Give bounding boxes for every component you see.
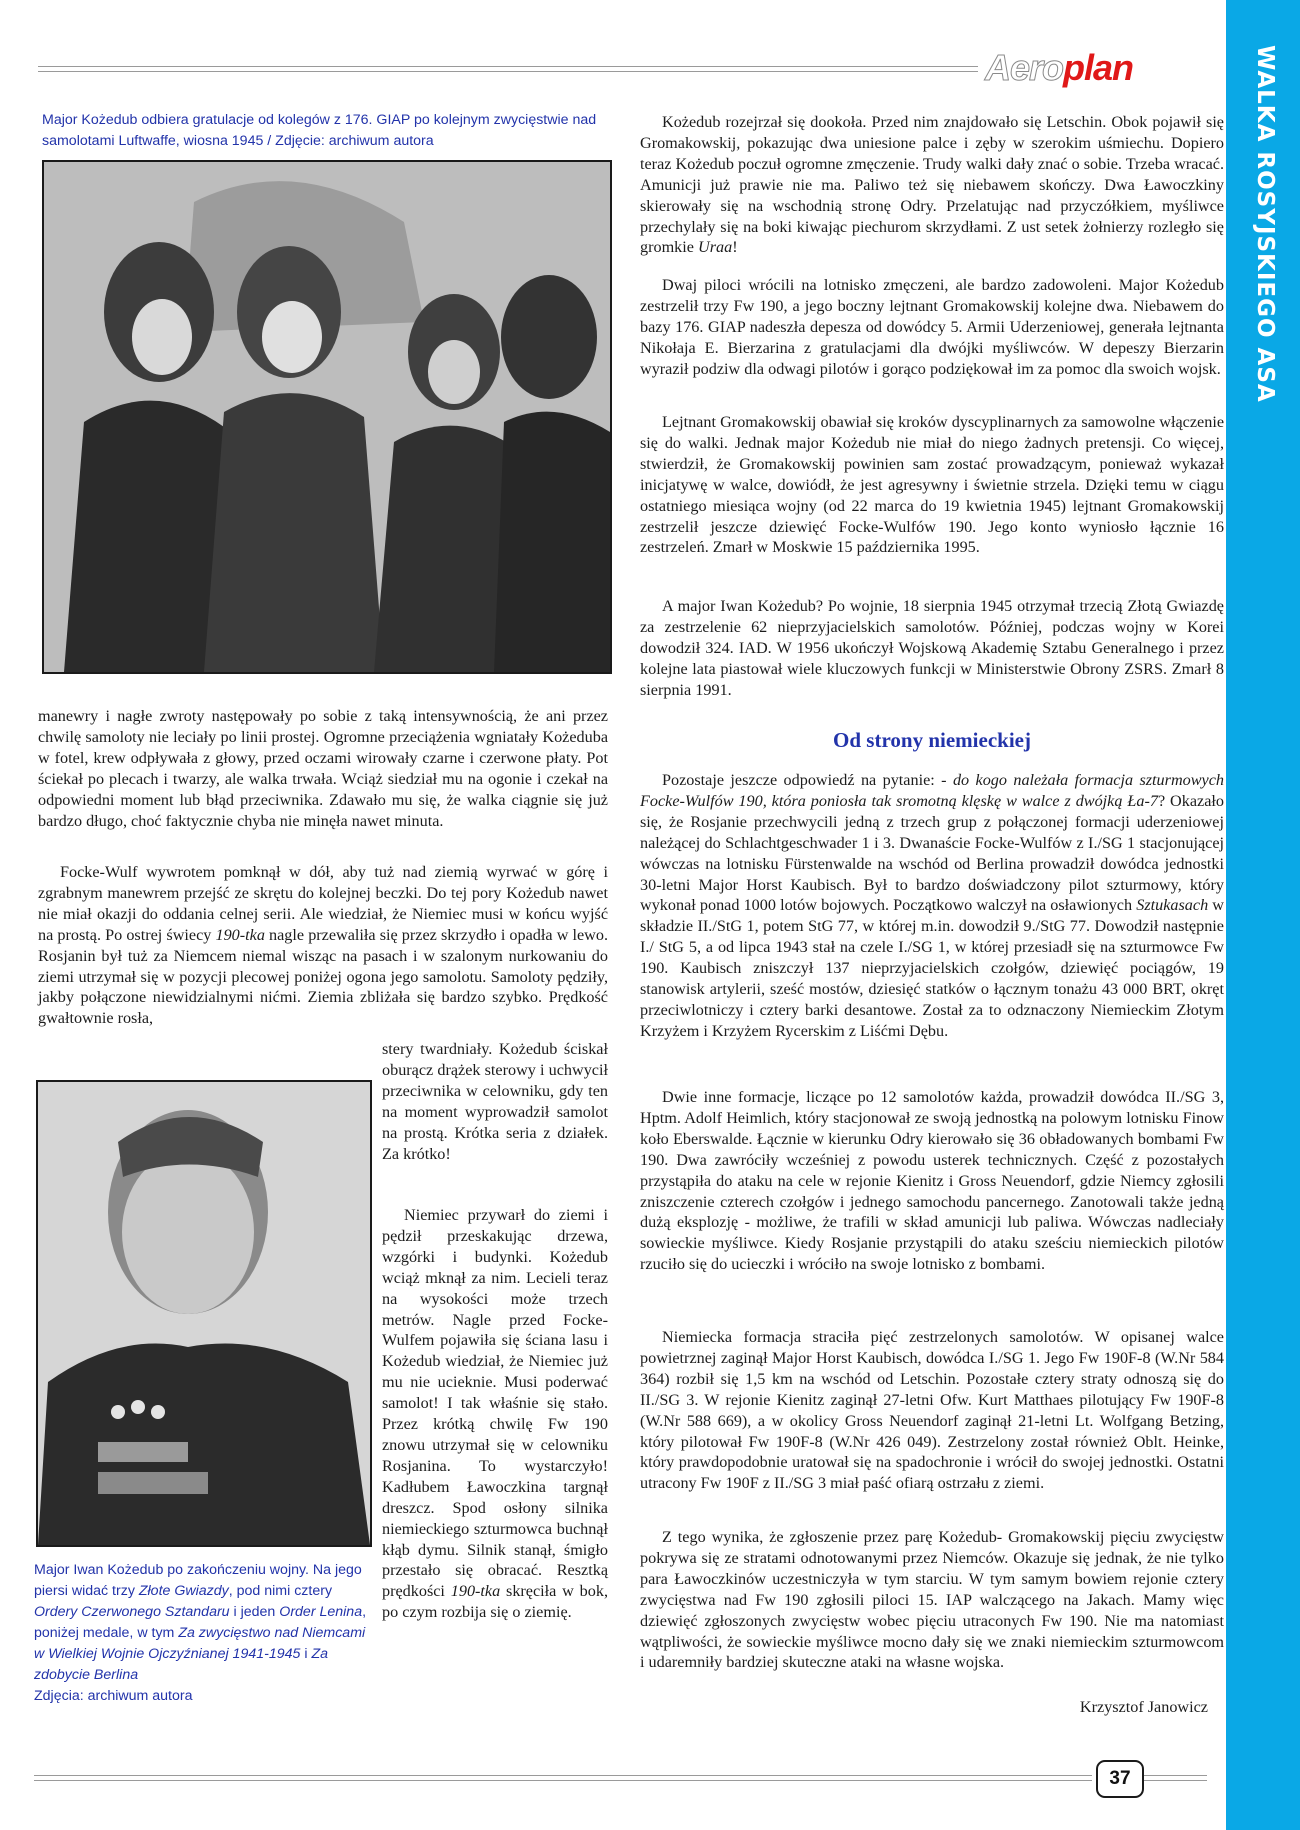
body-paragraph: Niemiecka formacja straciła pięć zestrzelonych samolotów. W opisanej walce powietrznej zaginął Major Horst Kaubisch, dowódca I./SG 1. Jego Fw 190F-8 (W.Nr 584 364) rozbił się 1,5 km na wschód od Letschin. Pozostałe cztery straty odnoszą się do II./SG 3. W rejonie Kienitz zaginął 27-letni Ofw. Kurt Matthaes pilotujący Fw 190F-8 (W.Nr 588 669), a w okolicy Gross Neuendorf zaginął 21-letni Lt. Wolfgang Betzing, który pilotował Fw 190F-8 (W.Nr 426 049). Zestrzelony został również Oblt. Heinke, który prawdopodobnie uratował się na spadochronie i wrócił do swojej jednostki. Ostatni utracony Fw 190F z II./SG 3 miał paść ofiarą ostrzału z ziemi.	[640, 1328, 1224, 1493]
page-number: 37	[1096, 1760, 1144, 1798]
section-title: WALKA ROSYJSKIEGO ASA	[1252, 45, 1278, 403]
magazine-logo: Aeroplan	[985, 47, 1134, 88]
body-paragraph: stery twardniały. Kożedub ściskał oburącz drążek sterowy i uchwycił przeciwnika w celowniku, gdy ten na moment wyprowadził samolot na prostą. Krótka seria z działek. Za krótko!	[382, 1040, 608, 1163]
body-paragraph: Niemiec przywarł do ziemi i pędził przeskakując drzewa, wzgórki i budynki. Kożedub wciąż mknął za nim. Lecieli teraz na wysokości może trzech metrów. Nagle przed Focke-Wulfem pojawiła się ściana lasu i Kożedub wiedział, że Niemiec już mu nie ucieknie. Musi poderwać samolot! I tak właśnie się stało. Przez krótką chwilę Fw 190 znowu utrzymał się w celowniku Rosjanina. To wystarczyło! Kadłubem Ławoczkina targnął dreszcz. Spod osłony silnika niemieckiego szturmowca buchnął kłąb dymu. Silnik stanął, śmigło przestało się obracać. Resztką prędkości 190-tka skręciła w bok, po czym rozbija się o ziemię.	[382, 1206, 608, 1622]
body-paragraph: Dwie inne formacje, liczące po 12 samolotów każda, prowadził dowódca II./SG 3, Hptm. Adolf Heimlich, który stacjonował ze swoją jednostką na polowym lotnisku Finow koło Eberswalde. Łącznie w kierunku Odry kierowało się 36 obładowanych bombami Fw 190. Dwa zawróciły wcześniej z powodu usterek technicznych. Część z pozostałych przystąpiła do ataku na cele w rejonie Kienitz i Gross Neuendorf, gdzie Niemcy zgłosili zniszczenie czterech czołgów i jednego samochodu pancernego. Zanotowali także jedną dużą eksplozję - możliwe, że trafili w skład amunicji lub paliwa. Wówczas nadleciały sowieckie myśliwce. Kiedy Rosjanie przystąpili do ataku sześciu niemieckich pilotów rzuciło się do ucieczki i wróciło na swoje lotnisko z bombami.	[640, 1088, 1224, 1274]
photo-caption-bottom: Major Iwan Kożedub po zakończeniu wojny. Na jego piersi widać trzy Złote Gwiazdy, pod nimi cztery Ordery Czerwonego Sztandaru i jeden Order Lenina, poniżej medale, w tym Za zwycięstwo nad Niemcami w Wielkiej Wojnie Ojczyźnianej 1941-1945 i Za zdobycie Berlina Zdjęcia: archiwum autora	[34, 1562, 367, 1704]
photo-pilots-celebrating	[42, 160, 612, 674]
photo-portrait-image	[38, 1082, 370, 1545]
footer-rule	[34, 1780, 1092, 1781]
section-heading: Od strony niemieckiej	[833, 728, 1031, 752]
body-paragraph: A major Iwan Kożedub? Po wojnie, 18 sierpnia 1945 otrzymał trzecią Złotą Gwiazdę za zestrzelenie 62 nieprzyjacielskich samolotów. Później, podczas wojny w Korei dowodził 324. IAD. W 1956 ukończył Wojskową Akademię Sztabu Generalnego i przez kolejne lata piastował wiele kluczowych funkcji w Ministerstwie Obrony ZSRS. Zmarł 8 sierpnia 1991.	[640, 597, 1224, 699]
footer-rule	[34, 1775, 1092, 1776]
body-paragraph: Kożedub rozejrzał się dookoła. Przed nim znajdowało się Letschin. Obok pojawił się Gromakowskij, pokazując dwa uniesione palce i zęby w szerokim uśmiechu. Dopiero teraz Kożedub poczuł ogromne zmęczenie. Trudy walki dały znać o sobie. Trzeba wracać. Amunicji już prawie nie ma. Paliwo też się niebawem skończy. Dwa Ławoczkiny skierowały się na wschodnią stronę Odry. Przelatując nad przyczółkiem, myśliwce przechylały się na boki kiwając piechurom skrzydłami. Z ust setek żołnierzy rozległo się gromkie Uraa!	[640, 113, 1224, 257]
body-paragraph: Pozostaje jeszcze odpowiedź na pytanie: - do kogo należała formacja szturmowych Focke-Wulfów 190, która poniosła tak sromotną klęskę w walce z dwójką Ła-7? Okazało się, że Rosjanie przechwycili jedną z trzech grup z połączonej formacji uderzeniowej należącej do Schlachtgeschwader 1 i 3. Dwanaście Focke-Wulfów z I./SG 1 stacjonującej wówczas na lotnisku Fürstenwalde na wschód od Berlina prowadził dowódca jednostki 30-letni Major Horst Kaubisch. Był to bardzo doświadczony pilot szturmowy, który wykonał ponad 1000 lotów bojowych. Początkowo walczył na osławionych Sztukasach w składzie II./StG 1, potem StG 77, w której m.in. dowodził 9./StG 77. Dowodził następnie I./ StG 5, a od lipca 1943 stał na czele I./SG 1, w której przesiadł się na szturmowce Fw 190. Kaubisch zniszczył 137 nieprzyjacielskich czołgów, dziewięć pociągów, 19 stanowisk artylerii, sześć mostów, dziesięć statków o łącznym tonażu 43 000 BRT, okręt przeciwlotniczy i cztery barki desantowe. Został za to odznaczony Niemieckim Złotym Krzyżem i Krzyżem Rycerskim z Liśćmi Dębu.	[640, 771, 1224, 1040]
body-paragraph: Z tego wynika, że zgłoszenie przez parę Kożedub- Gromakowskij pięciu zwycięstw pokrywa się ze stratami odnotowanymi przez Niemców. Okazuje się jednak, że nie tylko para Ławoczkinów uczestniczyła w tym starciu. W tym samym bowiem rejonie cztery zwycięstwa nad Fw 190 zgłosili piloci 15. IAP walczącego na Jakach. Mamy więc dziewięć zgłoszonych zwycięstw wobec pięciu utraconych Fw 190. Nie ma natomiast wątpliwości, że sowieckie myśliwce mocno dały się we znaki niemieckim szturmowcom i udaremniły bardziej skuteczne ataki na własne wojska.	[640, 1528, 1224, 1672]
photo-pilots-image	[44, 162, 610, 672]
footer-rule	[1142, 1780, 1207, 1781]
body-paragraph: Focke-Wulf wywrotem pomknął w dół, aby tuż nad ziemią wyrwać w górę i zgrabnym manewrem przejść ze skrętu do kolejnej beczki. Do tej pory Kożedub nawet nie miał okazji do oddania celnej serii. Ale wiedział, że Niemiec musi w końcu wyjść na prostą. Po ostrej świecy 190-tka nagle przewaliła się przez skrzydło i opadła w lewo. Rosjanin był tuż za Niemcem niemal wisząc na pasach i w szalonym nurkowaniu do ziemi utrzymał się w pozycji plecowej poniżej ogona jego samolotu. Samoloty pędziły, jakby połączone niewidzialnymi nićmi. Ziemia zbliżała się bardzo szybko. Prędkość gwałtownie rosła,	[38, 863, 609, 1028]
header-rule	[38, 66, 978, 67]
header-rule	[38, 71, 978, 72]
body-paragraph: manewry i nagłe zwroty następowały po sobie z taką intensywnością, że ani przez chwilę samoloty nie leciały po linii prostej. Ogromne przeciążenia wgniatały Kożeduba w fotel, krew odpływała z głowy, przed oczami wirowały czarne i czerwone płaty. Pot ściekał po plecach i twarzy, ale walka trwała. Wciąż siedział mu na ogonie i czekał na odpowiedni moment lub błąd przeciwnika. Zdawało mu się, że walka ciągnie się już bardzo długo, choć faktycznie chyba nie minęła nawet minuta.	[38, 707, 608, 830]
photo-caption-top: Major Kożedub odbiera gratulacje od kolegów z 176. GIAP po kolejnym zwycięstwie nad samolotami Luftwaffe, wiosna 1945 / Zdjęcie: archiwum autora	[42, 112, 597, 149]
body-paragraph: Dwaj piloci wrócili na lotnisko zmęczeni, ale bardzo zadowoleni. Major Kożedub zestrzelił trzy Fw 190, a jego boczny lejtnant Gromakowskij kolejne dwa. Niebawem do bazy 176. GIAP nadeszła depesza od dowódcy 5. Armii Uderzeniowej, generała lejtnanta Nikołaja E. Bierzarina z gratulacjami dla dwójki myśliwców. W depeszy Bierzarin wyraził podziw dla odwagi pilotów i gorąco podziękował im za pomoc dla swoich wojsk.	[640, 276, 1224, 378]
footer-rule	[1142, 1775, 1207, 1776]
body-paragraph: Lejtnant Gromakowskij obawiał się kroków dyscyplinarnych za samowolne włączenie się do walki. Jednak major Kożedub nie miał do niego żadnych pretensji. Co więcej, stwierdził, że Gromakowskij powinien sam zostać prowadzącym, ponieważ wykazał inicjatywę w walce, dowiódł, że jest agresywny i świetnie strzela. Dzięki temu w ciągu ostatniego miesiąca wojny (od 22 marca do 19 kwietnia 1945) lejtnant Gromakowskij zestrzelił jeszcze dziewięć Focke-Wulfów 190. Jego konto wyniosło łącznie 16 zestrzeleń. Zmarł w Moskwie 15 października 1995.	[640, 413, 1224, 557]
author-byline: Krzysztof Janowicz	[1079, 1698, 1208, 1716]
photo-kozhedub-portrait	[36, 1080, 372, 1547]
